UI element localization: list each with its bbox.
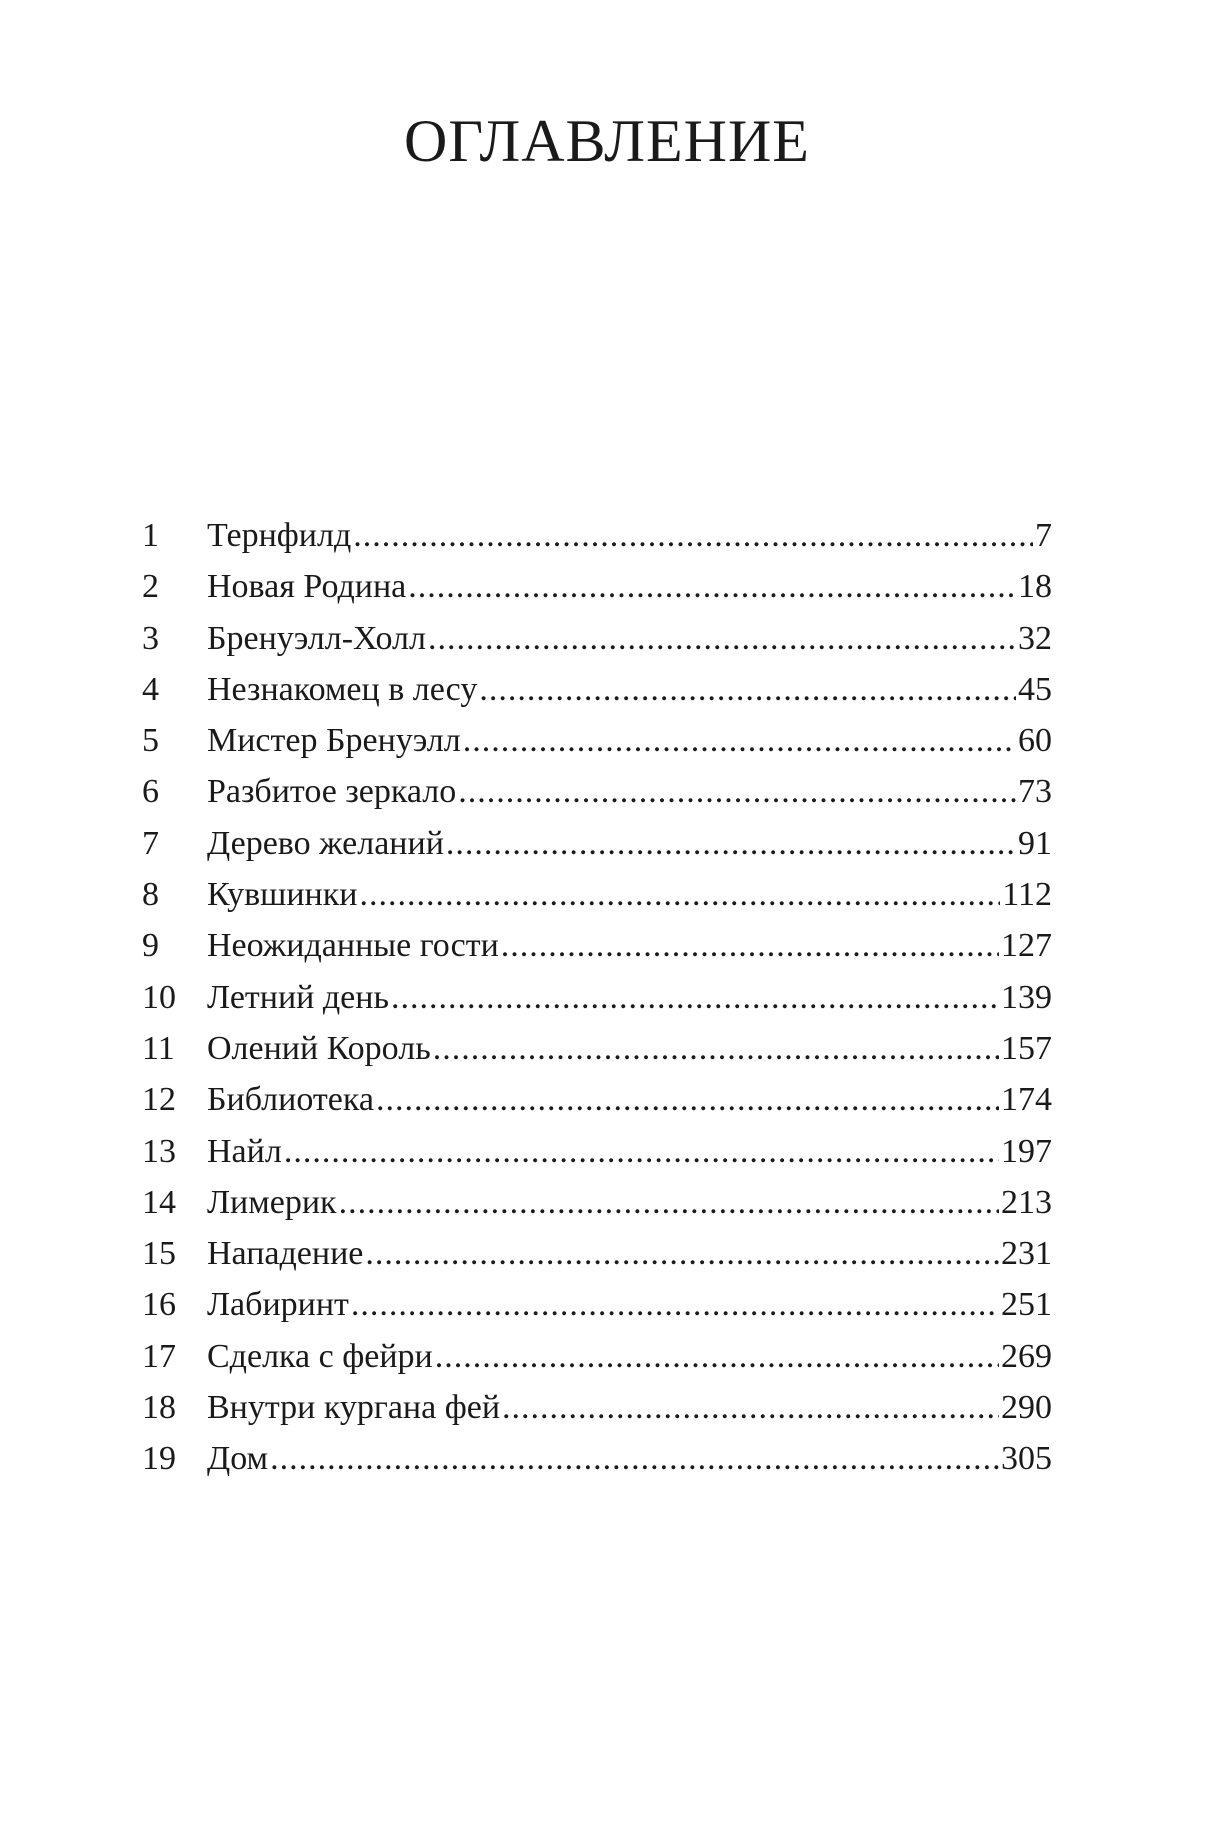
chapter-number: 11 (142, 1029, 175, 1067)
chapter-title: Олений Король (207, 1029, 431, 1067)
chapter-number: 19 (142, 1440, 176, 1478)
page-number: 269 (1001, 1337, 1052, 1375)
dot-leader (391, 972, 999, 1023)
toc-entry[interactable] (142, 664, 1052, 715)
dot-leader (433, 1023, 999, 1074)
chapter-number: 6 (142, 773, 159, 811)
page-number: 73 (1018, 773, 1052, 811)
toc-entry[interactable] (142, 613, 1052, 664)
dot-leader (479, 664, 1016, 715)
chapter-title: Дерево желаний (207, 824, 444, 862)
dot-leader (502, 1382, 999, 1433)
dot-leader (270, 1433, 999, 1484)
toc-entry[interactable] (142, 920, 1052, 971)
toc-entry[interactable] (142, 1074, 1052, 1125)
page-number: 290 (1001, 1389, 1052, 1427)
page-number: 251 (1001, 1286, 1052, 1324)
dot-leader (339, 1177, 999, 1228)
page-number: 157 (1001, 1029, 1052, 1067)
toc-entry[interactable] (142, 972, 1052, 1023)
chapter-number: 18 (142, 1389, 176, 1427)
toc-entry[interactable] (142, 561, 1052, 612)
chapter-title: Незнакомец в лесу (207, 670, 478, 708)
chapter-number: 8 (142, 876, 159, 914)
dot-leader (446, 818, 1016, 869)
chapter-number: 16 (142, 1286, 176, 1324)
chapter-number: 9 (142, 927, 159, 965)
toc-entry[interactable] (142, 1177, 1052, 1228)
toc-entry[interactable] (142, 1331, 1052, 1382)
toc-entry[interactable] (142, 510, 1052, 561)
page-number: 139 (1001, 978, 1052, 1016)
page-number: 18 (1018, 568, 1052, 606)
page-number: 174 (1001, 1081, 1052, 1119)
chapter-title: Кувшинки (207, 876, 358, 914)
chapter-title: Летний день (207, 978, 389, 1016)
page-number: 32 (1018, 619, 1052, 657)
toc-entry[interactable] (142, 766, 1052, 817)
dot-leader (353, 510, 1033, 561)
dot-leader (408, 561, 1016, 612)
dot-leader (458, 766, 1016, 817)
chapter-number: 14 (142, 1183, 176, 1221)
dot-leader (376, 1074, 999, 1125)
page-number: 112 (1002, 876, 1052, 914)
chapter-title: Неожиданные гости (207, 927, 499, 965)
chapter-number: 12 (142, 1081, 176, 1119)
chapter-number: 7 (142, 824, 159, 862)
chapter-title: Библиотека (207, 1081, 374, 1119)
page-number: 7 (1035, 517, 1052, 554)
toc-entry[interactable] (142, 818, 1052, 869)
dot-leader (501, 920, 999, 971)
chapter-title: Бренуэлл-Холл (207, 619, 426, 657)
chapter-number: 15 (142, 1235, 176, 1273)
chapter-number: 13 (142, 1132, 176, 1170)
page-number: 45 (1018, 670, 1052, 708)
toc-entry[interactable] (142, 715, 1052, 766)
table-of-contents (142, 510, 1052, 1485)
toc-entry[interactable] (142, 1126, 1052, 1177)
page-number: 60 (1018, 722, 1052, 760)
chapter-number: 10 (142, 978, 176, 1016)
chapter-number: 1 (142, 517, 159, 554)
dot-leader (463, 715, 1016, 766)
chapter-title: Лабиринт (207, 1286, 349, 1324)
dot-leader (365, 1228, 999, 1279)
dot-leader (284, 1126, 999, 1177)
page-number: 91 (1018, 824, 1052, 862)
toc-entry[interactable] (142, 1228, 1052, 1279)
dot-leader (351, 1279, 999, 1330)
chapter-title: Найл (207, 1132, 282, 1170)
toc-entry[interactable] (142, 1023, 1052, 1074)
page-number: 305 (1001, 1440, 1052, 1478)
chapter-title: Тернфилд (207, 517, 352, 554)
chapter-title: Внутри кургана фей (207, 1389, 501, 1427)
dot-leader (435, 1331, 999, 1382)
chapter-title: Мистер Бренуэлл (207, 722, 461, 760)
chapter-number: 3 (142, 619, 159, 657)
chapter-title: Лимерик (207, 1183, 337, 1221)
page-number: 213 (1001, 1183, 1052, 1221)
chapter-number: 17 (142, 1337, 176, 1375)
chapter-title: Разбитое зеркало (207, 773, 457, 811)
chapter-number: 2 (142, 568, 159, 606)
toc-entry[interactable] (142, 1279, 1052, 1330)
dot-leader (359, 869, 1000, 920)
chapter-title: Новая Родина (207, 568, 407, 606)
toc-entry[interactable] (142, 869, 1052, 920)
chapter-title: Нападение (207, 1235, 364, 1273)
chapter-title: Сделка с фейри (207, 1337, 433, 1375)
page-number: 127 (1001, 927, 1052, 965)
toc-entry[interactable] (142, 1382, 1052, 1433)
chapter-number: 4 (142, 670, 159, 708)
chapter-number: 5 (142, 722, 159, 760)
dot-leader (428, 613, 1016, 664)
page-number: 231 (1001, 1235, 1052, 1273)
page-title: ОГЛАВЛЕНИЕ (404, 108, 810, 174)
toc-entry[interactable] (142, 1433, 1052, 1484)
page-number: 197 (1001, 1132, 1052, 1170)
chapter-title: Дом (207, 1440, 269, 1478)
